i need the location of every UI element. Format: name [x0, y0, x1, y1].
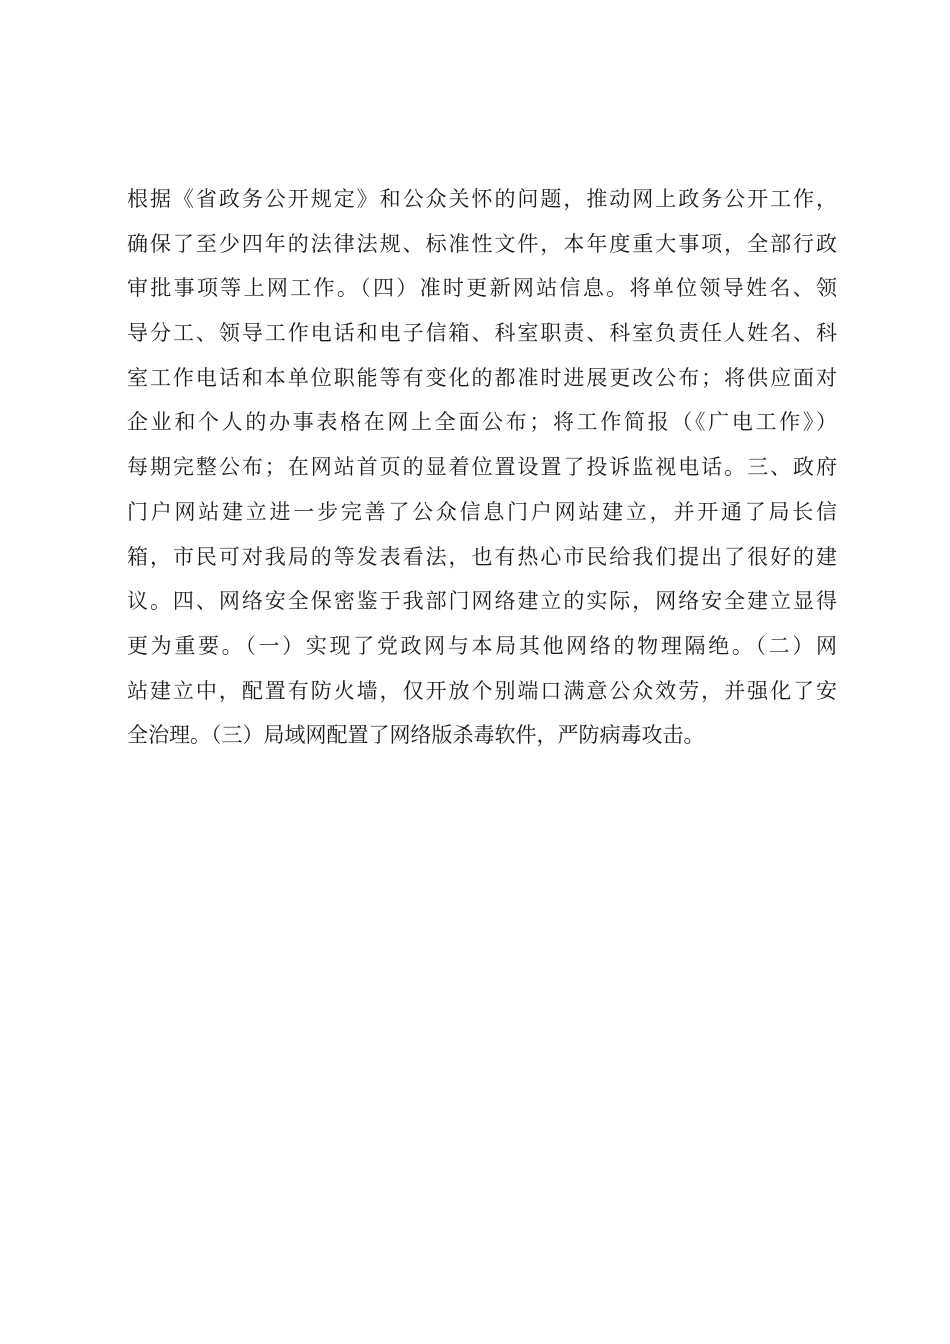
paragraph-line: 更为重要。（一）实现了党政网与本局其他网络的物理隔绝。（二）网 — [127, 633, 837, 658]
paragraph-line: 导分工、领导工作电话和电子信箱、科室职责、科室负责任人姓名、科 — [127, 321, 837, 346]
paragraph-line: 箱，市民可对我局的等发表看法，也有热心市民给我们提出了很好的建 — [127, 544, 837, 569]
paragraph-line: 根据《省政务公开规定》和公众关怀的问题，推动网上政务公开工作， — [127, 187, 837, 211]
paragraph-line: 确保了至少四年的法律法规、标准性文件，本年度重大事项，全部行政 — [127, 231, 837, 256]
paragraph-line: 站建立中，配置有防火墙，仅开放个别端口满意公众效劳，并强化了安 — [127, 678, 837, 703]
paragraph-line: 议。四、网络安全保密鉴于我部门网络建立的实际，网络安全建立显得 — [127, 589, 837, 614]
paragraph-line: 审批事项等上网工作。（四）准时更新网站信息。将单位领导姓名、领 — [127, 276, 837, 301]
paragraph-line: 企业和个人的办事表格在网上全面公布；将工作简报（《广电工作》） — [127, 410, 837, 435]
paragraph-line: 室工作电话和本单位职能等有变化的都准时进展更改公布；将供应面对 — [127, 365, 837, 390]
document-body-paragraph — [127, 184, 837, 765]
paragraph-line: 每期完整公布；在网站首页的显着位置设置了投诉监视电话。三、政府 — [127, 455, 837, 480]
paragraph-line: 门户网站建立进一步完善了公众信息门户网站建立，并开通了局长信 — [127, 499, 837, 524]
paragraph-line: 全治理。（三）局域网配置了网络版杀毒软件，严防病毒攻击。 — [127, 723, 705, 748]
